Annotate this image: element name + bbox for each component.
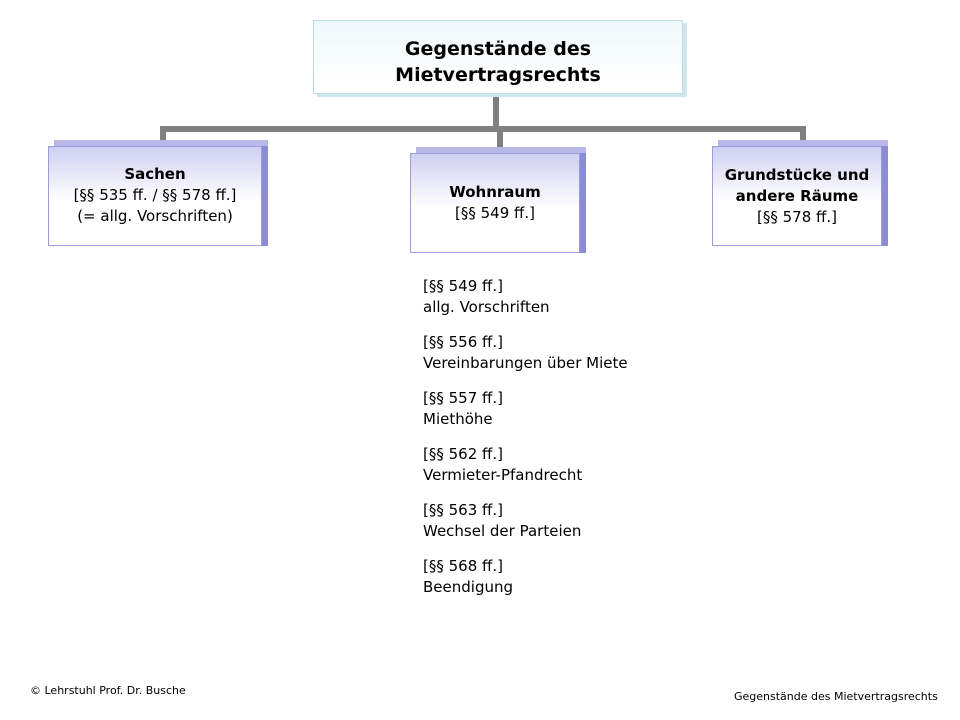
root-title-line1: Gegenstände des xyxy=(404,38,592,60)
list-item-ref: [§§ 557 ff.] xyxy=(423,389,503,407)
node-wohnraum-title: Wohnraum xyxy=(449,183,541,201)
list-item-label: Beendigung xyxy=(423,578,513,596)
list-item xyxy=(423,388,628,430)
list-item xyxy=(423,444,628,486)
node-sachen xyxy=(48,146,262,246)
list-item xyxy=(423,500,628,542)
list-item-ref: [§§ 563 ff.] xyxy=(423,501,503,519)
slide-title-footer: Gegenstände des Mietvertragsrechts xyxy=(734,690,938,703)
list-item-label: Wechsel der Parteien xyxy=(423,522,582,540)
connector-right-drop xyxy=(800,126,806,144)
list-item-ref: [§§ 549 ff.] xyxy=(423,277,503,295)
root-title-line2: Mietvertragsrechts xyxy=(395,64,601,86)
node-grundstuecke-ref: [§§ 578 ff.] xyxy=(757,208,837,226)
list-item-ref: [§§ 556 ff.] xyxy=(423,333,503,351)
list-item-label: Miethöhe xyxy=(423,410,493,428)
connector-root-stem xyxy=(493,96,499,130)
connector-middle-drop xyxy=(497,130,503,150)
list-item-ref: [§§ 562 ff.] xyxy=(423,445,503,463)
root-node xyxy=(313,20,683,94)
list-item xyxy=(423,276,628,318)
node-sachen-note: (= allg. Vorschriften) xyxy=(77,207,233,225)
list-item-label: Vereinbarungen über Miete xyxy=(423,354,628,372)
connector-horizontal xyxy=(160,126,806,132)
node-sachen-title: Sachen xyxy=(124,165,186,183)
list-item xyxy=(423,332,628,374)
node-grundstuecke-title-line2: andere Räume xyxy=(735,187,859,205)
node-wohnraum-ref: [§§ 549 ff.] xyxy=(455,204,535,222)
node-grundstuecke-title-line1: Grundstücke und xyxy=(724,166,870,184)
node-grundstuecke xyxy=(712,146,882,246)
node-wohnraum xyxy=(410,153,580,253)
list-item-ref: [§§ 568 ff.] xyxy=(423,557,503,575)
copyright-footer: © Lehrstuhl Prof. Dr. Busche xyxy=(30,684,186,697)
node-sachen-ref: [§§ 535 ff. / §§ 578 ff.] xyxy=(73,186,237,204)
list-item-label: allg. Vorschriften xyxy=(423,298,550,316)
connector-left-drop xyxy=(160,126,166,144)
list-item-label: Vermieter-Pfandrecht xyxy=(423,466,583,484)
list-item xyxy=(423,556,628,598)
wohnraum-sections-list xyxy=(423,276,628,612)
